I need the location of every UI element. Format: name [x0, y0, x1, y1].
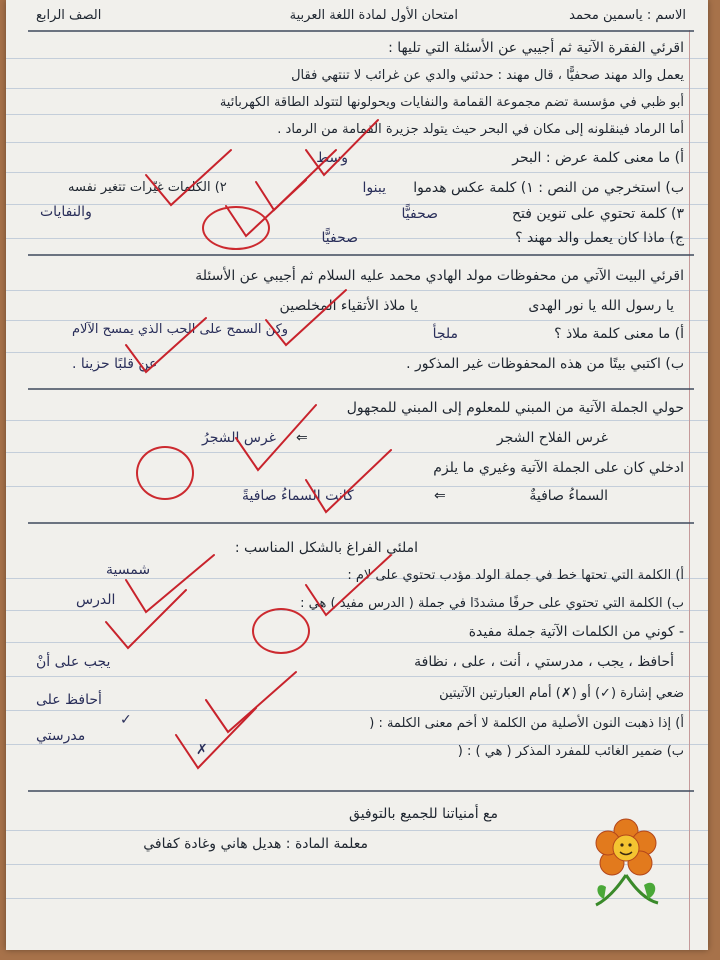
- check-mark: [126, 318, 206, 372]
- s3-arrow-1: ⇐: [296, 430, 308, 446]
- s4-question-1: أ) الكلمة التي تحتها خط في جملة الولد مؤدب تحتوي على لام :: [347, 568, 684, 583]
- verse-second-half: يا ملاذ الأتقياء المخلصين: [279, 298, 418, 314]
- s4-question-2: ب) الكلمة التي تحتوي على حرفًا مشددًا في جملة ( الدرس مفيد ) هي :: [300, 596, 684, 611]
- s4-answer-3a: يجب على أنْ: [36, 654, 111, 670]
- score-circle: [136, 446, 194, 500]
- check-mark: [206, 672, 296, 732]
- check-mark: [126, 555, 214, 612]
- s4-answer-3c: مدرستي: [36, 728, 86, 744]
- grade-label: الصف الرابع: [36, 8, 102, 23]
- check-mark: [256, 150, 336, 210]
- verse-first-half: يا رسول الله يا نور الهدى: [528, 298, 674, 314]
- s1-question-2b: ٢) الكلمات غيّرات تتغير نفسه: [68, 180, 227, 195]
- score-circle: [202, 206, 270, 250]
- s4-answer-2: الدرس: [76, 592, 116, 608]
- exam-paper: [6, 0, 708, 950]
- s1-answer-2: يبنوا: [362, 180, 386, 196]
- passage-line-2: أبو ظبي في مؤسسة تضم مجموعة القمامة والنفايات ويحولونها لتتولد الطاقة الكهربائية: [219, 95, 684, 110]
- s4-statement-b-answer: ✗: [196, 742, 208, 758]
- flower-sticker: [586, 815, 666, 910]
- s4-question-4: ضعي إشارة (✓) أو (✗) أمام العبارتين الآتيتين: [439, 686, 684, 701]
- s4-statement-a-answer: ✓: [120, 712, 132, 728]
- score-circle: [252, 608, 310, 654]
- section2-instruction: اقرئي البيت الآتي من محفوظات مولد الهادي محمد عليه السلام ثم أجيبي عن الأسئلة: [195, 268, 684, 284]
- s1-answer-1: وسط: [316, 150, 348, 166]
- s1-question-3: ٣) كلمة تحتوي على تنوين فتح: [511, 206, 684, 222]
- s3-sentence-2-answer: كانت السماءُ صافيةً: [242, 488, 354, 504]
- section4-instruction: املئي الفراغ بالشكل المناسب :: [234, 540, 418, 556]
- s4-word-bank: أحافظ ، يجب ، مدرستي ، أنت ، على ، نظافة: [414, 654, 674, 670]
- s1-answer-3: صحفيًّا: [401, 206, 438, 222]
- s3-sentence: غرس الفلاح الشجر: [496, 430, 608, 446]
- check-mark: [266, 290, 346, 345]
- s1-answer-2b: والنفايات: [40, 204, 92, 220]
- teacher-marks: [6, 0, 708, 950]
- s3-question-2: ادخلي كان على الجملة الآتية وغيري ما يلزم: [433, 460, 684, 476]
- s4-statement-b: ب) ضمير الغائب للمفرد المذكر ( هي ) : (: [457, 744, 684, 759]
- s2-answer-2: عن قلبًا حزينا .: [72, 356, 158, 372]
- footer-teacher: معلمة المادة : هديل هاني وغادة كفافي: [143, 836, 368, 852]
- section1-instruction: اقرئي الفقرة الآتية ثم أجيبي عن الأسئلة التي تليها :: [388, 40, 684, 56]
- check-mark: [306, 450, 391, 512]
- s4-answer-3b: أحافظ على: [36, 692, 102, 708]
- s3-arrow-2: ⇐: [434, 488, 446, 504]
- s1-question-1: أ) ما معنى كلمة عرض : البحر: [512, 150, 684, 166]
- passage-line-3: أما الرماد فينقلونه إلى مكان في البحر حيث يتولد جزيرة القمامة من الرماد .: [277, 122, 684, 137]
- student-name: الاسم : ياسمين محمد: [569, 8, 686, 23]
- check-mark: [306, 555, 391, 615]
- s4-question-3: - كوني من الكلمات الآتية جملة مفيدة: [468, 624, 684, 640]
- s4-answer-1: شمسية: [106, 562, 151, 578]
- s4-statement-a: أ) إذا ذهبت النون الأصلية من الكلمة لا أخم معنى الكلمة : (: [369, 716, 684, 731]
- s2-answer-1: ملجأ: [432, 326, 458, 342]
- check-mark: [146, 150, 231, 205]
- s2-question-1: أ) ما معنى كلمة ملاذ ؟: [554, 326, 684, 342]
- s1-question-4: ج) ماذا كان يعمل والد مهند ؟: [515, 230, 684, 246]
- check-mark: [306, 120, 378, 175]
- passage-line-1: يعمل والد مهند صحفيًّا ، قال مهند : حدثني والدي عن غرائب لا تنتهي فقال: [291, 68, 684, 83]
- s2-answer-note: وكن السمح على الحب الذي يمسح الآلام: [72, 322, 289, 337]
- s1-question-2: ب) استخرجي من النص : ١) كلمة عكس هدموا: [413, 180, 684, 196]
- s1-answer-4: صحفيًّا: [321, 230, 358, 246]
- s3-sentence-2: السماءُ صافيةٌ: [529, 488, 608, 504]
- section3-instruction: حولي الجملة الآتية من المبني للمعلوم إلى المبني للمجهول: [346, 400, 684, 416]
- exam-title: امتحان الأول لمادة اللغة العربية: [289, 8, 458, 23]
- check-mark: [106, 590, 186, 648]
- s3-sentence-answer: غرس الشجرُ: [202, 430, 276, 446]
- s2-question-2: ب) اكتبي بيتًا من هذه المحفوظات غير المذكور .: [406, 356, 684, 372]
- check-mark: [236, 405, 316, 470]
- footer-wish: مع أمنياتنا للجميع بالتوفيق: [349, 806, 498, 822]
